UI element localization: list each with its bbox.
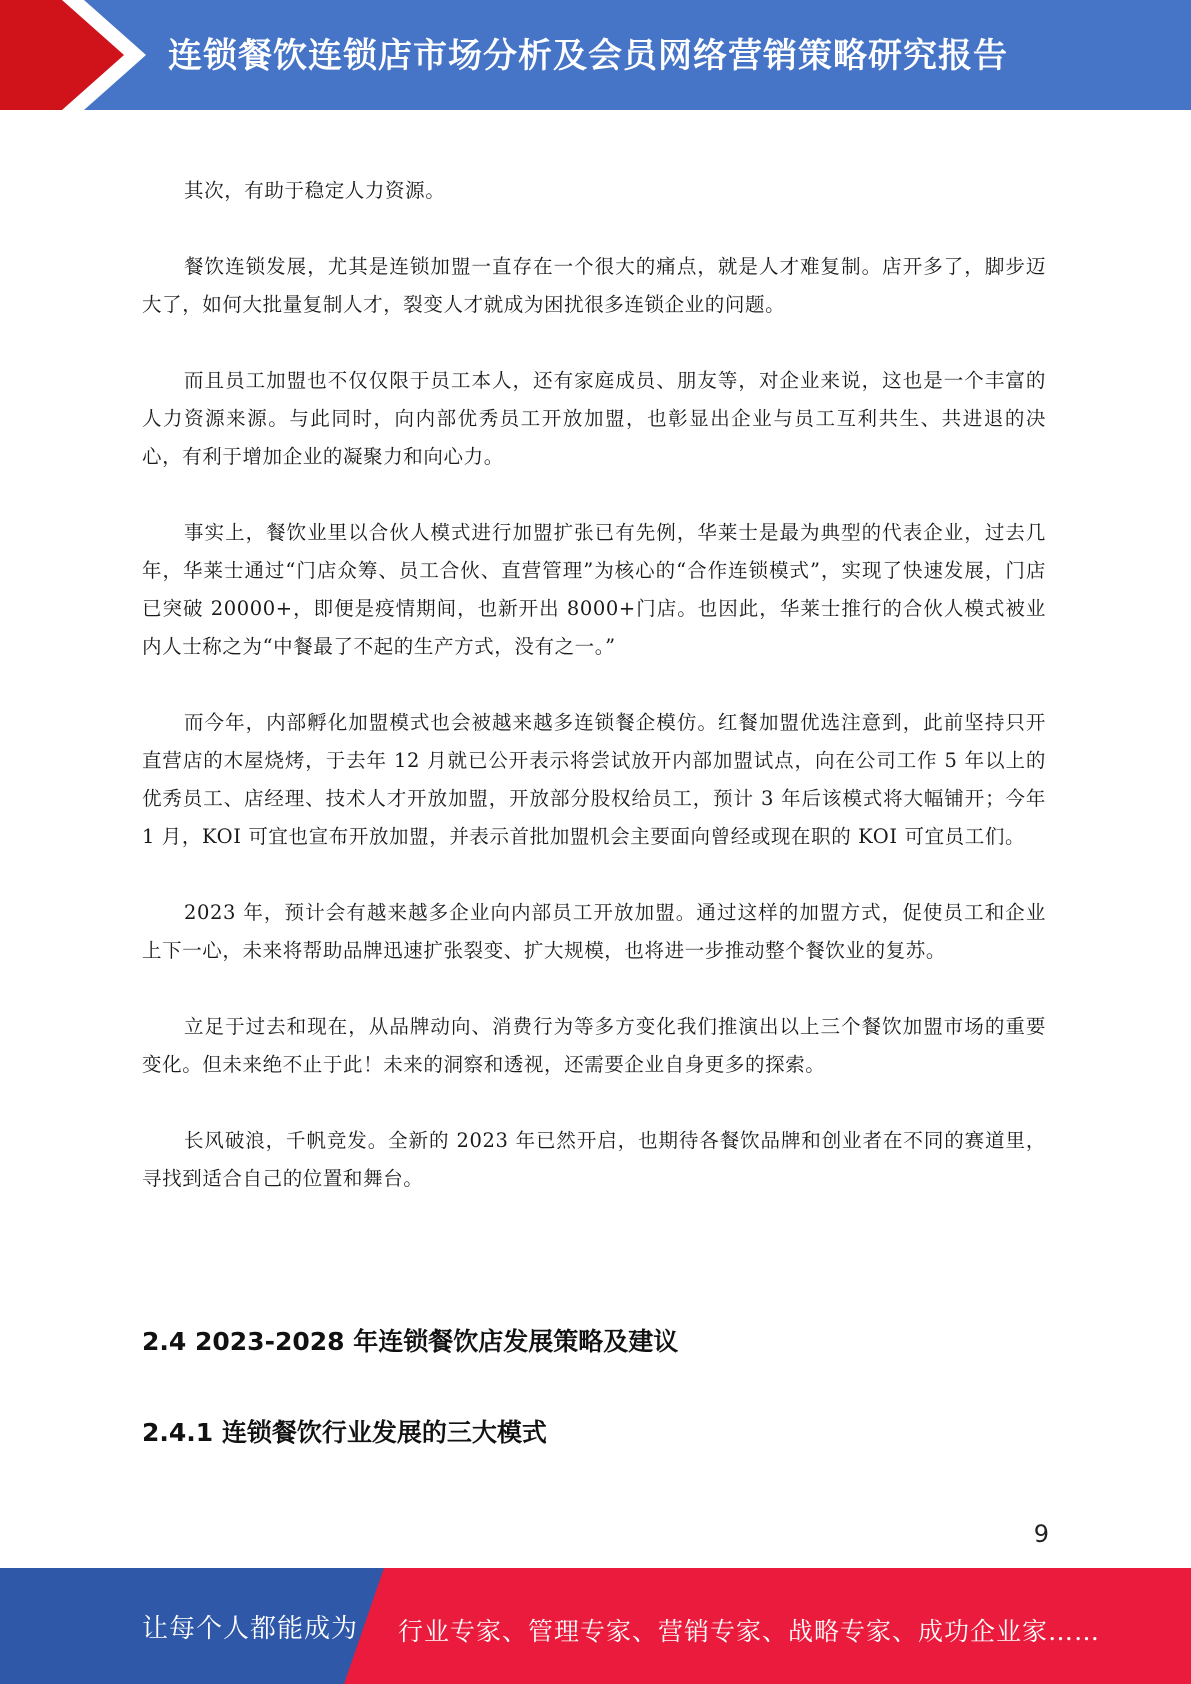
paragraph: 事实上，餐饮业里以合伙人模式进行加盟扩张已有先例，华莱士是最为典型的代表企业，过去几年，华莱士通过“门店众筹、员工合伙、直营管理”为核心的“合作连锁模式”，实现了快速发展，门店已突破 20000+，即便是疫情期间，也新开出 8000+门店。也因此，华莱士推行的合伙人模式被业内人士称之为“中餐最了不起的生产方式，没有之一。”: [142, 521, 1046, 658]
footer-slogan-right: 行业专家、管理专家、营销专家、战略专家、成功企业家……: [398, 1617, 1101, 1646]
footer-slogan-left: 让每个人都能成为: [142, 1614, 359, 1644]
page-footer: [0, 1568, 1191, 1684]
paragraph: 而且员工加盟也不仅仅限于员工本人，还有家庭成员、朋友等，对企业来说，这也是一个丰富的人力资源来源。与此同时，向内部优秀员工开放加盟，也彰显出企业与员工互利共生、共进退的决心，有利于增加企业的凝聚力和向心力。: [142, 369, 1046, 468]
paragraph: 餐饮连锁发展，尤其是连锁加盟一直存在一个很大的痛点，就是人才难复制。店开多了，脚步迈大了，如何大批量复制人才，裂变人才就成为困扰很多连锁企业的问题。: [142, 255, 1046, 316]
paragraph: 而今年，内部孵化加盟模式也会被越来越多连锁餐企模仿。红餐加盟优选注意到，此前坚持只开直营店的木屋烧烤，于去年 12 月就已公开表示将尝试放开内部加盟试点，向在公司工作 5 年以上的优秀员工、店经理、技术人才开放加盟，开放部分股权给员工，预计 3 年后该模式将大幅铺开；今年 1 月，KOI 可宜也宣布开放加盟，并表示首批加盟机会主要面向曾经或现在职的 KOI 可宜员工们。: [142, 711, 1046, 848]
paragraph: 立足于过去和现在，从品牌动向、消费行为等多方变化我们推演出以上三个餐饮加盟市场的重要变化。但未来绝不止于此！未来的洞察和透视，还需要企业自身更多的探索。: [142, 1015, 1046, 1076]
paragraph: 2023 年，预计会有越来越多企业向内部员工开放加盟。通过这样的加盟方式，促使员工和企业上下一心，未来将帮助品牌迅速扩张裂变、扩大规模，也将进一步推动整个餐饮业的复苏。: [142, 901, 1046, 962]
body-content: [142, 172, 1046, 1236]
report-title: 连锁餐饮连锁店市场分析及会员网络营销策略研究报告: [168, 36, 1008, 76]
page-number: 9: [1033, 1520, 1049, 1548]
page-header: [0, 0, 1191, 110]
section-heading: 2.4 2023-2028 年连锁餐饮店发展策略及建议: [142, 1327, 679, 1356]
paragraph: 长风破浪，千帆竞发。全新的 2023 年已然开启，也期待各餐饮品牌和创业者在不同的赛道里，寻找到适合自己的位置和舞台。: [142, 1129, 1046, 1190]
subsection-heading: 2.4.1 连锁餐饮行业发展的三大模式: [142, 1418, 547, 1447]
paragraph: 其次，有助于稳定人力资源。: [184, 179, 446, 202]
